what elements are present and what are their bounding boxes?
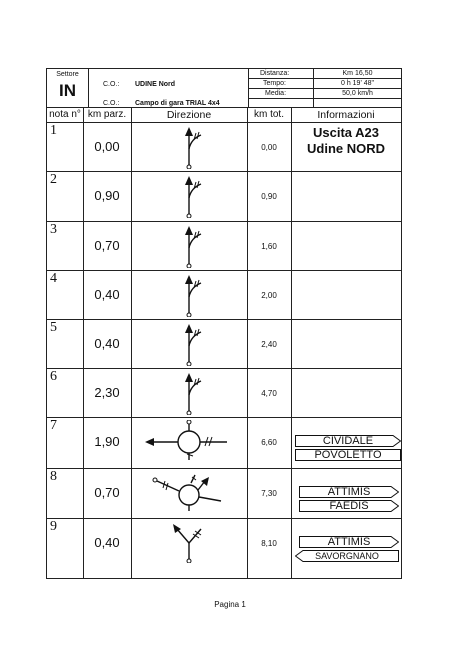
roadbook-header (46, 68, 402, 108)
avg-label: Media: (265, 90, 287, 97)
col-note: nota n° (49, 109, 81, 120)
time-label: Tempo: (263, 80, 286, 87)
km-partial-value: 2,30 (94, 385, 120, 400)
sign-attimis: ATTIMIS (299, 486, 399, 498)
roadbook-row (47, 122, 401, 172)
fork-left-icon (131, 521, 247, 568)
avg-value: 50,0 km/h (342, 90, 373, 97)
col-info: Informazioni (317, 109, 375, 121)
sign-cividale: CIVIDALE (295, 435, 401, 447)
roadbook-row (47, 468, 401, 518)
fork-right-arrow-icon (131, 224, 247, 273)
roadbook-sheet (46, 68, 402, 579)
co-value-1: UDINE Nord (135, 81, 176, 88)
distance-label: Distanza: (260, 70, 290, 77)
sign-attimis: ATTIMIS (299, 536, 399, 548)
km-total-value: 0,90 (261, 192, 277, 201)
roadbook-row (47, 417, 401, 467)
km-total-value: 0,00 (261, 143, 277, 152)
roadbook-grid (46, 108, 402, 579)
col-km-partial: km parz. (87, 109, 127, 120)
col-direction: Direzione (166, 109, 212, 121)
km-total-value: 2,40 (261, 340, 277, 349)
col-km-total: km tot. (253, 109, 284, 120)
row-number: 8 (50, 469, 57, 484)
km-partial-value: 0,90 (94, 188, 120, 203)
km-total-value: 2,00 (261, 291, 277, 300)
km-partial-value: 0,70 (94, 485, 120, 500)
row-number: 6 (50, 369, 57, 384)
fork-right-arrow-icon (131, 174, 247, 223)
roundabout-right-icon (131, 471, 247, 518)
distance-value: Km 16,50 (342, 70, 373, 77)
info-line-1: Uscita A23 (313, 125, 379, 140)
row-number: 9 (50, 519, 57, 534)
km-total-value: 8,10 (261, 539, 277, 548)
roadbook-row (47, 171, 401, 221)
roadbook-row (47, 221, 401, 271)
roundabout-left-icon (131, 420, 247, 467)
row-number: 4 (50, 271, 57, 286)
co-label-1: C.O.: (103, 81, 120, 88)
km-total-value: 4,70 (261, 389, 277, 398)
km-partial-value: 0,40 (94, 287, 120, 302)
row-number: 7 (50, 418, 57, 433)
roadbook-row (47, 368, 401, 418)
row-number: 3 (50, 222, 57, 237)
roadbook-row (47, 518, 401, 568)
km-total-value: 1,60 (261, 242, 277, 251)
km-total-value: 7,30 (261, 489, 277, 498)
roadbook-row (47, 319, 401, 369)
page-footer: Pagina 1 (214, 600, 246, 609)
co-label-2: C.O.: (103, 100, 120, 107)
sector-label: Settore (56, 71, 79, 78)
km-partial-value: 0,70 (94, 238, 120, 253)
sign-faedis: FAEDIS (299, 500, 399, 512)
km-partial-value: 0,40 (94, 535, 120, 550)
time-value: 0 h 19' 48" (340, 80, 374, 87)
fork-right-arrow-icon (131, 125, 247, 174)
km-partial-value: 0,00 (94, 139, 120, 154)
sign-povoletto: POVOLETTO (295, 449, 401, 461)
sign-savorgnano: SAVORGNANO (295, 550, 399, 562)
fork-right-arrow-icon (131, 273, 247, 322)
km-partial-value: 1,90 (94, 434, 120, 449)
info-line-2: Udine NORD (307, 141, 385, 156)
km-total-value: 6,60 (261, 438, 277, 447)
row-number: 5 (50, 320, 57, 335)
km-partial-value: 0,40 (94, 336, 120, 351)
fork-right-arrow-icon (131, 371, 247, 420)
row-number: 1 (50, 123, 57, 138)
row-number: 2 (50, 172, 57, 187)
roadbook-row (47, 270, 401, 320)
co-value-2: Campo di gara TRIAL 4x4 (135, 100, 220, 107)
fork-right-arrow-icon (131, 322, 247, 371)
sector-value: IN (59, 81, 76, 100)
